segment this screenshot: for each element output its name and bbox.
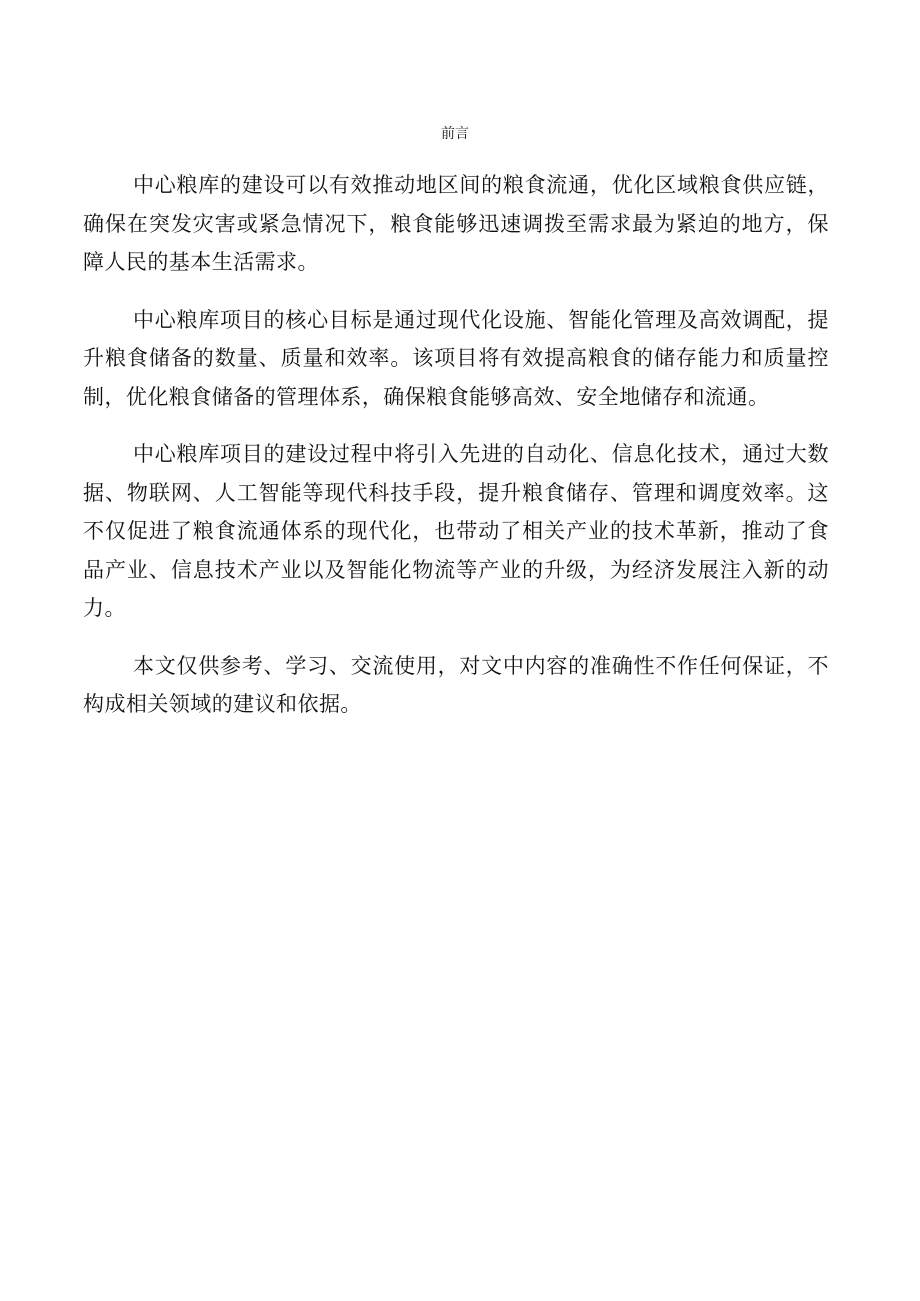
document-body — [83, 166, 829, 743]
paragraph-2: 中心粮库项目的核心目标是通过现代化设施、智能化管理及高效调配，提升粮食储备的数量、质量和效率。该项目将有效提高粮食的储存能力和质量控制，优化粮食储备的管理体系，确保粮食能够高效、安全地储存和流通。 — [83, 307, 829, 409]
page-heading: 前言 — [441, 126, 469, 142]
paragraph-4-disclaimer: 本文仅供参考、学习、交流使用，对文中内容的准确性不作任何保证，不构成相关领域的建议和依据。 — [83, 653, 829, 716]
paragraph-1: 中心粮库的建设可以有效推动地区间的粮食流通，优化区域粮食供应链，确保在突发灾害或紧急情况下，粮食能够迅速调拨至需求最为紧迫的地方，保障人民的基本生活需求。 — [83, 173, 829, 274]
paragraph-3: 中心粮库项目的建设过程中将引入先进的自动化、信息化技术，通过大数据、物联网、人工智能等现代科技手段，提升粮食储存、管理和调度效率。这不仅促进了粮食流通体系的现代化，也带动了相关产业的技术革新，推动了食品产业、信息技术产业以及智能化物流等产业的升级，为经济发展注入新的动力。 — [83, 442, 829, 620]
